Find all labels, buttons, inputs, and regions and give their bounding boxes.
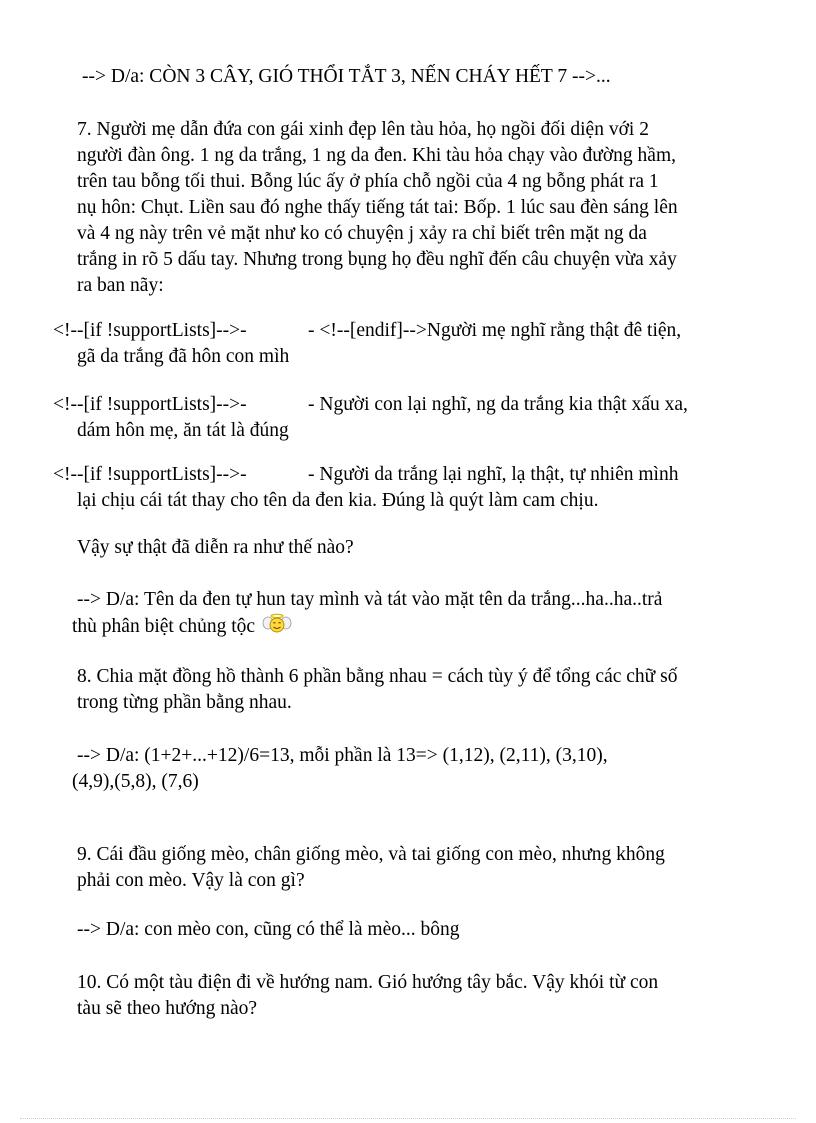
bullet-text: - <!--[endif]-->Người mẹ nghĩ rằng thật đê tiện, <box>308 320 682 341</box>
bullet-continuation: gã da trắng đã hôn con mìh <box>77 346 290 367</box>
answer-line: (4,9),(5,8), (7,6) <box>72 771 199 792</box>
text-line: trắng in rõ 5 dấu tay. Nhưng trong bụng họ đều nghĩ đến câu chuyện vừa xảy <box>77 249 677 270</box>
bullet-continuation: dám hôn mẹ, ăn tát là đúng <box>77 420 289 441</box>
answer-line: thù phân biệt chủng tộc <box>72 616 256 637</box>
question-line: Vậy sự thật đã diễn ra như thế nào? <box>77 537 354 558</box>
answer-9-line: --> D/a: con mèo con, cũng có thể là mèo... bông <box>77 919 460 940</box>
text-line: phải con mèo. Vậy là con gì? <box>77 870 305 891</box>
text-line: trên tau bỗng tối thui. Bỗng lúc ấy ở phía chỗ ngồi của 4 ng bỗng phát ra 1 <box>77 171 659 192</box>
question-7-paragraph <box>77 117 678 299</box>
answer-7-paragraph <box>72 587 663 639</box>
text-line: và 4 ng này trên vẻ mặt như ko có chuyện j xảy ra chỉ biết trên mặt ng da <box>77 223 647 244</box>
answer-line: --> D/a: CÒN 3 CÂY, GIÓ THỔI TẮT 3, NẾN CHÁY HẾT 7 -->... <box>82 66 611 87</box>
bullet-item-white-man <box>53 462 773 514</box>
text-line: trong từng phần bằng nhau. <box>77 692 292 713</box>
question-8-paragraph <box>77 664 677 716</box>
answer-line: --> D/a: (1+2+...+12)/6=13, mỗi phần là 13=> (1,12), (2,11), (3,10), <box>77 745 608 766</box>
angel-smiley-icon <box>262 613 292 635</box>
bullet-marker: <!--[if !supportLists]-->- <box>53 320 247 341</box>
bullet-item-mother <box>53 318 773 370</box>
text-line: 9. Cái đầu giống mèo, chân giống mèo, và tai giống con mèo, nhưng không <box>77 844 665 865</box>
bullet-text: - Người da trắng lại nghĩ, lạ thật, tự nhiên mình <box>308 464 679 485</box>
bullet-item-daughter <box>53 392 773 444</box>
text-line: 10. Có một tàu điện đi về hướng nam. Gió hướng tây bắc. Vậy khói từ con <box>77 972 659 993</box>
bullet-marker: <!--[if !supportLists]-->- <box>53 464 247 485</box>
text-line: ra ban nãy: <box>77 275 164 296</box>
question-10-paragraph <box>77 970 658 1022</box>
text-line: nụ hôn: Chụt. Liền sau đó nghe thấy tiếng tát tai: Bốp. 1 lúc sau đèn sáng lên <box>77 197 678 218</box>
page-bottom-rule <box>20 1118 796 1119</box>
answer-8-paragraph <box>72 743 608 795</box>
bullet-marker: <!--[if !supportLists]-->- <box>53 394 247 415</box>
text-line: 8. Chia mặt đồng hồ thành 6 phần bằng nhau = cách tùy ý để tổng các chữ số <box>77 666 678 687</box>
text-line: tàu sẽ theo hướng nào? <box>77 998 258 1019</box>
bullet-text: - Người con lại nghĩ, ng da trắng kia thật xấu xa, <box>308 394 688 415</box>
text-line: 7. Người mẹ dẫn đứa con gái xinh đẹp lên tàu hỏa, họ ngồi đối diện với 2 <box>77 119 649 140</box>
text-line: người đàn ông. 1 ng da trắng, 1 ng da đen. Khi tàu hỏa chạy vào đường hầm, <box>77 145 677 166</box>
bullet-continuation: lại chịu cái tát thay cho tên da đen kia. Đúng là quýt làm cam chịu. <box>77 490 599 511</box>
question-9-paragraph <box>77 842 665 894</box>
answer-line: --> D/a: Tên da đen tự hun tay mình và tát vào mặt tên da trắng...ha..ha..trả <box>77 589 663 610</box>
